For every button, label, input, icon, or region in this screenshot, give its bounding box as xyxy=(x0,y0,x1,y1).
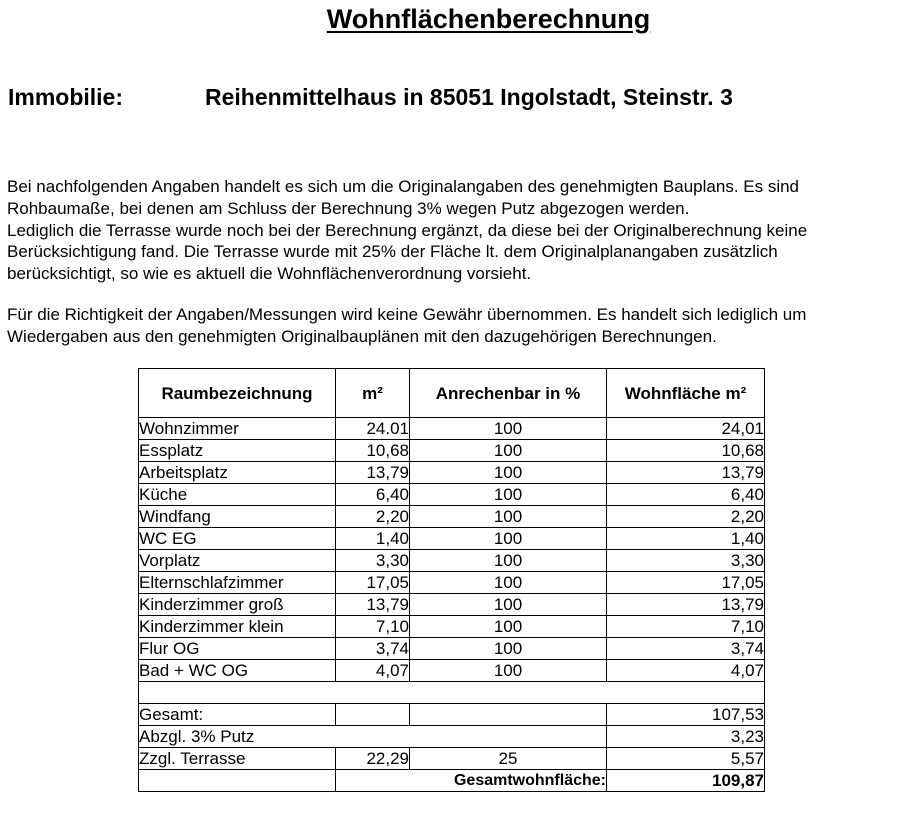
intro-line: Berücksichtigung fand. Die Terrasse wurde mit 25% der Fläche lt. dem Originalplanangaben zusätzlich xyxy=(7,242,778,262)
table-row xyxy=(139,506,765,528)
header-room: Raumbezeichnung xyxy=(139,369,336,418)
room-living-area: 13,79 xyxy=(607,594,765,616)
room-m2: 7,10 xyxy=(336,616,410,638)
summary-rows xyxy=(139,682,765,792)
disclaimer-line: Für die Richtigkeit der Angaben/Messungen wird keine Gewähr übernommen. Es handelt sich lediglich um xyxy=(7,305,807,324)
room-m2: 3,74 xyxy=(336,638,410,660)
terrace-pct: 25 xyxy=(410,748,607,770)
room-percent: 100 xyxy=(410,506,607,528)
intro-line: Rohbaumaße, bei denen am Schluss der Berechnung 3% wegen Putz abgezogen werden. xyxy=(7,198,690,218)
property-value: Reihenmittelhaus in 85051 Ingolstadt, Steinstr. 3 xyxy=(205,84,733,110)
room-living-area: 10,68 xyxy=(607,440,765,462)
room-living-area: 3,30 xyxy=(607,550,765,572)
total-value: 107,53 xyxy=(607,704,765,726)
spacer-cell xyxy=(139,682,765,704)
room-name: Vorplatz xyxy=(139,550,336,572)
room-living-area: 3,74 xyxy=(607,638,765,660)
total-m2 xyxy=(336,704,410,726)
room-living-area: 7,10 xyxy=(607,616,765,638)
disclaimer-paragraph xyxy=(7,304,902,348)
room-percent: 100 xyxy=(410,594,607,616)
total-row xyxy=(139,704,765,726)
room-percent: 100 xyxy=(410,572,607,594)
room-m2: 17,05 xyxy=(336,572,410,594)
table-row xyxy=(139,550,765,572)
room-name: Kinderzimmer groß xyxy=(139,594,336,616)
room-name: Kinderzimmer klein xyxy=(139,616,336,638)
final-value: 109,87 xyxy=(607,770,765,792)
room-living-area: 4,07 xyxy=(607,660,765,682)
room-m2: 4,07 xyxy=(336,660,410,682)
plaster-row xyxy=(139,726,765,748)
room-percent: 100 xyxy=(410,616,607,638)
property-label: Immobilie: xyxy=(8,84,124,110)
spacer-row xyxy=(139,682,765,704)
intro-line: Lediglich die Terrasse wurde noch bei der Berechnung ergänzt, da diese bei der Originalberechnung keine xyxy=(7,220,808,240)
area-calculation-table xyxy=(138,368,765,792)
terrace-m2: 22,29 xyxy=(336,748,410,770)
room-m2: 13,79 xyxy=(336,594,410,616)
room-living-area: 1,40 xyxy=(607,528,765,550)
plaster-label: Abzgl. 3% Putz xyxy=(139,726,607,748)
terrace-row xyxy=(139,748,765,770)
room-m2: 6,40 xyxy=(336,484,410,506)
table-row xyxy=(139,660,765,682)
room-name: Bad + WC OG xyxy=(139,660,336,682)
room-m2: 2,20 xyxy=(336,506,410,528)
disclaimer-line: Wiedergaben aus den genehmigten Originalbauplänen mit den dazugehörigen Berechnungen. xyxy=(7,326,717,346)
intro-paragraph xyxy=(7,176,902,285)
room-m2: 10,68 xyxy=(336,440,410,462)
terrace-name: Zzgl. Terrasse xyxy=(139,748,336,770)
room-name: Windfang xyxy=(139,506,336,528)
room-percent: 100 xyxy=(410,660,607,682)
room-m2: 13,79 xyxy=(336,462,410,484)
room-name: Arbeitsplatz xyxy=(139,462,336,484)
room-living-area: 6,40 xyxy=(607,484,765,506)
table-row xyxy=(139,528,765,550)
room-percent: 100 xyxy=(410,418,607,440)
room-percent: 100 xyxy=(410,550,607,572)
room-rows xyxy=(139,418,765,682)
final-empty xyxy=(139,770,336,792)
room-percent: 100 xyxy=(410,484,607,506)
header-living-area: Wohnfläche m² xyxy=(607,369,765,418)
table-row xyxy=(139,616,765,638)
room-name: Wohnzimmer xyxy=(139,418,336,440)
room-name: Flur OG xyxy=(139,638,336,660)
final-row xyxy=(139,770,765,792)
room-m2: 24.01 xyxy=(336,418,410,440)
table-row xyxy=(139,418,765,440)
plaster-value: 3,23 xyxy=(607,726,765,748)
table-row xyxy=(139,484,765,506)
room-percent: 100 xyxy=(410,638,607,660)
page-title: Wohnflächenberechnung xyxy=(326,4,651,34)
table-header-row xyxy=(139,369,765,418)
room-percent: 100 xyxy=(410,440,607,462)
room-m2: 1,40 xyxy=(336,528,410,550)
room-name: WC EG xyxy=(139,528,336,550)
table-row xyxy=(139,594,765,616)
table-row xyxy=(139,572,765,594)
table-row xyxy=(139,638,765,660)
total-label: Gesamt: xyxy=(139,704,336,726)
final-label: Gesamtwohnfläche: xyxy=(336,770,607,792)
intro-line: Bei nachfolgenden Angaben handelt es sich um die Originalangaben des genehmigten Bauplans. Es sind xyxy=(7,177,800,196)
room-living-area: 17,05 xyxy=(607,572,765,594)
table-row xyxy=(139,462,765,484)
room-m2: 3,30 xyxy=(336,550,410,572)
room-percent: 100 xyxy=(410,528,607,550)
room-name: Essplatz xyxy=(139,440,336,462)
table-row xyxy=(139,440,765,462)
room-living-area: 2,20 xyxy=(607,506,765,528)
header-percent: Anrechenbar in % xyxy=(410,369,607,418)
room-name: Elternschlafzimmer xyxy=(139,572,336,594)
room-living-area: 13,79 xyxy=(607,462,765,484)
terrace-area: 5,57 xyxy=(607,748,765,770)
room-living-area: 24,01 xyxy=(607,418,765,440)
room-name: Küche xyxy=(139,484,336,506)
total-pct xyxy=(410,704,607,726)
header-m2: m² xyxy=(336,369,410,418)
intro-line: berücksichtigt, so wie es aktuell die Wohnflächenverordnung vorsieht. xyxy=(7,264,532,284)
room-percent: 100 xyxy=(410,462,607,484)
